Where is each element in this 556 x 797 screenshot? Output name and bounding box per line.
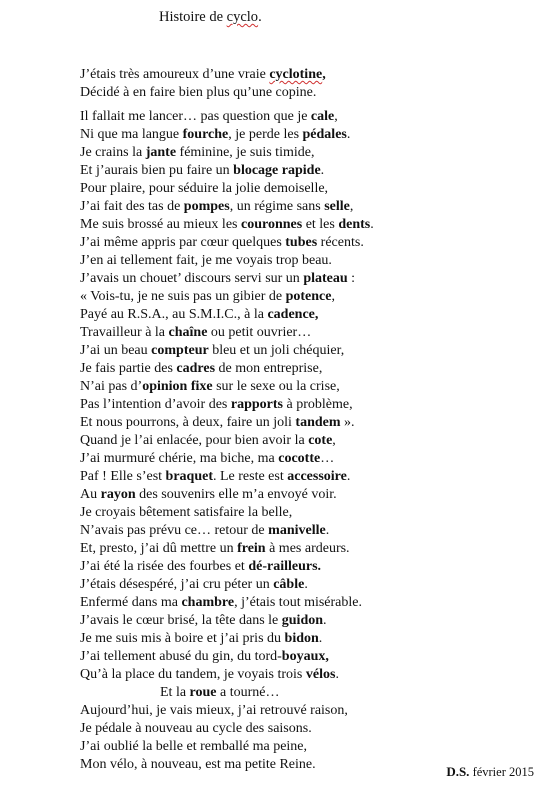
- poem-line: [80, 108, 374, 126]
- line-text: Pas l’intention d’avoir des: [80, 397, 231, 412]
- poem-line: [80, 720, 374, 738]
- line-text: J’avais un chouet’ discours servi sur un: [80, 271, 304, 286]
- bold-word: chaîne: [168, 325, 208, 340]
- signature-initials: D.S.: [446, 764, 470, 779]
- line-text: J’avais le cœur brisé, la tête dans le: [80, 613, 282, 628]
- poem-line: [80, 576, 374, 594]
- line-text: et les: [302, 217, 339, 232]
- bold-word: dents: [338, 217, 371, 232]
- line-text: à problème,: [283, 397, 353, 412]
- title-underlined-word: cyclo: [226, 9, 259, 25]
- poem-line: [80, 540, 374, 558]
- line-text: .: [320, 163, 325, 178]
- poem-line: [80, 648, 374, 666]
- line-text: .: [318, 631, 323, 646]
- poem-line: [80, 756, 374, 774]
- poem-line: [80, 432, 374, 450]
- line-text: Enfermé dans ma: [80, 595, 182, 610]
- poem-line: [80, 270, 374, 288]
- line-text: …: [320, 451, 335, 466]
- bold-word: bidon: [284, 631, 319, 646]
- poem-line: [80, 612, 374, 630]
- bold-word: vélos: [305, 667, 336, 682]
- poem-line: [80, 198, 374, 216]
- line-text: Je crains la: [80, 145, 146, 160]
- line-text: J’ai murmuré chérie, ma biche, ma: [80, 451, 279, 466]
- line-text: à mes ardeurs.: [265, 541, 350, 556]
- poem-line: [80, 486, 374, 504]
- poem-line: [80, 162, 374, 180]
- line-text: Aujourd’hui, je vais mieux, j’ai retrouvé raison,: [80, 703, 348, 718]
- line-text: J’ai même appris par cœur quelques: [80, 235, 286, 250]
- bold-word: manivelle: [268, 523, 326, 538]
- line-text: ,: [349, 199, 354, 214]
- bold-word: cadres: [176, 361, 216, 376]
- line-text: N’ai pas d’: [80, 379, 143, 394]
- bold-word: potence: [285, 289, 332, 304]
- bold-word: rayon: [100, 487, 136, 502]
- line-text: Et, presto, j’ai dû mettre un: [80, 541, 238, 556]
- poem-line: [80, 306, 374, 324]
- title-prefix: Histoire de: [159, 9, 227, 25]
- stanza-intro: [80, 66, 326, 102]
- poem-line: [80, 738, 374, 756]
- poem-line: [80, 66, 326, 84]
- line-text: Décidé à en faire bien plus qu’une copine.: [80, 85, 317, 100]
- bold-word: chambre: [181, 595, 235, 610]
- line-text: .: [323, 613, 327, 628]
- bold-word: frein: [237, 541, 266, 556]
- poem-line: [80, 594, 374, 612]
- poem-line: [80, 342, 374, 360]
- poem-line: [80, 360, 374, 378]
- line-text: Je fais partie des: [80, 361, 177, 376]
- poem-line: [80, 666, 374, 684]
- poem-line: [80, 216, 374, 234]
- bold-word: cote: [308, 433, 333, 448]
- bold-word: cocotte: [278, 451, 321, 466]
- title-suffix: .: [258, 9, 262, 25]
- bold-word: dé-railleurs.: [248, 559, 322, 574]
- line-text: .: [325, 523, 330, 538]
- line-text: J’en ai tellement fait, je me voyais trop beau.: [80, 253, 332, 268]
- poem-line: [80, 84, 326, 102]
- poem-line: [80, 702, 374, 720]
- poem-line: [80, 504, 374, 522]
- bold-word: tandem: [295, 415, 341, 430]
- poem-line: [80, 288, 374, 306]
- line-text: .: [346, 469, 351, 484]
- line-text: , j’étais tout misérable.: [234, 595, 363, 610]
- bold-word: plateau: [303, 271, 348, 286]
- line-text: ,: [331, 289, 335, 304]
- line-text: Ni que ma langue: [80, 127, 183, 142]
- bold-word: compteur: [151, 343, 209, 358]
- poem-title: [159, 9, 262, 26]
- line-text: ,: [334, 109, 338, 124]
- bold-word: cale: [310, 109, 335, 124]
- poem-line: [80, 324, 374, 342]
- line-text: J’étais très amoureux d’une vraie: [80, 67, 270, 82]
- line-text: Je croyais bêtement satisfaire la belle,: [80, 505, 293, 520]
- bold-word: jante: [145, 145, 177, 160]
- line-text: .: [335, 667, 339, 682]
- line-text: J’ai fait des tas de: [80, 199, 184, 214]
- bold-word: câble: [273, 577, 305, 592]
- line-text: Et la: [160, 685, 190, 700]
- line-text: , je perde les: [228, 127, 303, 142]
- bold-word: roue: [189, 685, 217, 700]
- line-text: .: [370, 217, 374, 232]
- bold-word: ,: [322, 67, 326, 82]
- poem-line: [80, 144, 374, 162]
- line-text: Pour plaire, pour séduire la jolie demoiselle,: [80, 181, 329, 196]
- line-text: Qu’à la place du tandem, je voyais trois: [80, 667, 306, 682]
- poem-line: [80, 684, 374, 702]
- line-text: J’ai oublié la belle et remballé ma peine,: [80, 739, 308, 754]
- line-text: Quand je l’ai enlacée, pour bien avoir la: [80, 433, 309, 448]
- poem-line: [80, 468, 374, 486]
- line-text: Et j’aurais bien pu faire un: [80, 163, 234, 178]
- poem-line: [80, 396, 374, 414]
- bold-word: opinion fixe: [142, 379, 213, 394]
- bold-word: pédales: [302, 127, 347, 142]
- line-text: N’avais pas prévu ce… retour de: [80, 523, 269, 538]
- poem-line: [80, 450, 374, 468]
- line-text: Travailleur à la: [80, 325, 169, 340]
- line-text: Mon vélo, à nouveau, est ma petite Reine.: [80, 757, 316, 772]
- bold-word: cadence,: [267, 307, 319, 322]
- line-text: Au: [80, 487, 101, 502]
- line-text: Je pédale à nouveau au cycle des saisons.: [80, 721, 312, 736]
- line-text: ,: [332, 433, 336, 448]
- line-text: J’ai un beau: [80, 343, 152, 358]
- line-text: féminine, je suis timide,: [176, 145, 315, 160]
- line-text: . Le reste est: [212, 469, 288, 484]
- poem-line: [80, 252, 374, 270]
- line-text: a tourné…: [216, 685, 280, 700]
- line-text: ou petit ouvrier…: [207, 325, 312, 340]
- poem-line: [80, 522, 374, 540]
- line-text: Payé au R.S.A., au S.M.I.C., à la: [80, 307, 268, 322]
- line-text: récents.: [317, 235, 364, 250]
- line-text: sur le sexe ou la crise,: [212, 379, 340, 394]
- poem-line: [80, 558, 374, 576]
- line-text: bleu et un joli chéquier,: [208, 343, 345, 358]
- poem-line: [80, 126, 374, 144]
- bold-word: braquet: [165, 469, 213, 484]
- poem-line: [80, 630, 374, 648]
- bold-word: blocage rapide: [233, 163, 321, 178]
- bold-word: pompes: [183, 199, 230, 214]
- line-text: Et nous pourrons, à deux, faire un joli: [80, 415, 296, 430]
- bold-word: guidon: [281, 613, 324, 628]
- line-text: ».: [340, 415, 355, 430]
- bold-word: tubes: [285, 235, 318, 250]
- line-text: de mon entreprise,: [215, 361, 323, 376]
- line-text: J’ai été la risée des fourbes et: [80, 559, 249, 574]
- bold-word: fourche: [182, 127, 229, 142]
- line-text: Me suis brossé au mieux les: [80, 217, 241, 232]
- line-text: J’étais désespéré, j’ai cru péter un: [80, 577, 274, 592]
- line-text: :: [347, 271, 356, 286]
- signature-date: février 2015: [469, 765, 534, 779]
- bold-word: accessoire: [287, 469, 347, 484]
- bold-word: couronnes: [240, 217, 303, 232]
- line-text: .: [304, 577, 308, 592]
- signature: [446, 764, 534, 780]
- line-text: Paf ! Elle s’est: [80, 469, 166, 484]
- poem-line: [80, 180, 374, 198]
- bold-word: rapports: [230, 397, 283, 412]
- line-text: .: [346, 127, 351, 142]
- line-text: Il fallait me lancer… pas question que je: [80, 109, 311, 124]
- line-text: J’ai tellement abusé du gin, du tord-: [80, 649, 282, 664]
- line-text: « Vois-tu, je ne suis pas un gibier de: [80, 289, 286, 304]
- bold-word: boyaux,: [281, 649, 329, 664]
- poem-line: [80, 378, 374, 396]
- stanza-main: [80, 108, 374, 774]
- poem-line: [80, 234, 374, 252]
- line-text: Je me suis mis à boire et j’ai pris du: [80, 631, 285, 646]
- line-text: , un régime sans: [229, 199, 325, 214]
- line-text: des souvenirs elle m’a envoyé voir.: [135, 487, 337, 502]
- bold-word: selle: [324, 199, 350, 214]
- poem-line: [80, 414, 374, 432]
- bold-word: cyclotine: [269, 67, 323, 82]
